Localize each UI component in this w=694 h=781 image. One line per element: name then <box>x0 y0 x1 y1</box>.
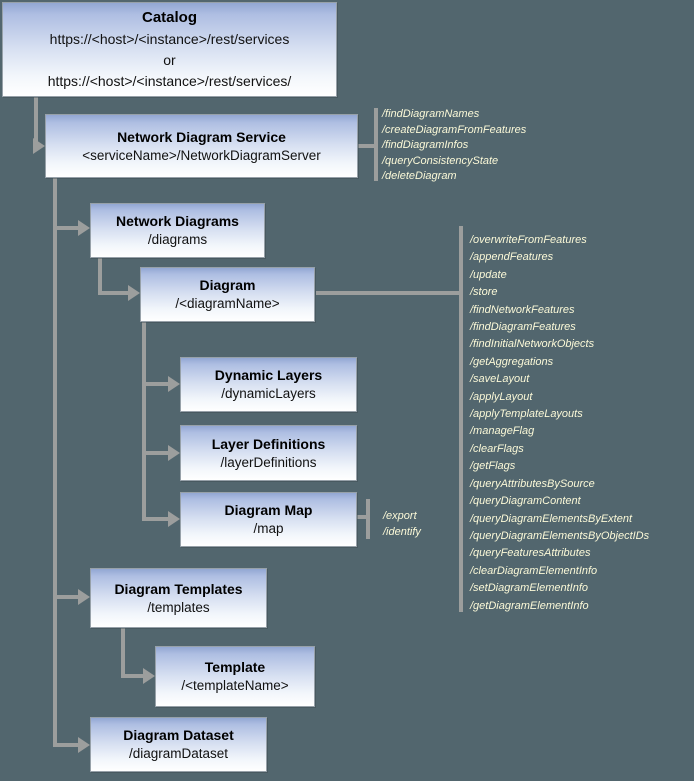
arrowhead-to-diagram-dataset <box>78 737 90 753</box>
connector-branch-layer-definitions <box>142 451 169 455</box>
operation-link: /findDiagramFeatures <box>470 321 576 334</box>
arrowhead-to-layer-definitions <box>168 445 180 461</box>
arrowhead-to-diagram-templates <box>78 589 90 605</box>
operation-link: /queryDiagramElementsByObjectIDs <box>470 529 650 542</box>
diagram-operations-list <box>470 232 649 615</box>
bracket-diagram-ops <box>459 226 463 612</box>
node-path: /layerDefinitions <box>220 454 317 470</box>
operation-link: /applyTemplateLayouts <box>470 408 583 421</box>
node-network-diagrams <box>90 203 265 258</box>
operation-link: /findDiagramNames <box>382 108 480 120</box>
node-template <box>155 646 315 707</box>
operation-link: /createDiagramFromFeatures <box>382 123 527 136</box>
catalog-url-line: https://<host>/<instance>/rest/services/ <box>47 73 292 89</box>
connector-branch-template <box>121 674 144 678</box>
connector-diagram-trunk <box>142 322 146 521</box>
service-operations-list <box>382 107 526 185</box>
node-diagram-map <box>180 492 357 547</box>
operation-link: /deleteDiagram <box>382 170 457 182</box>
connector-branch-network-diagrams <box>53 226 79 230</box>
arrowhead-to-diagram <box>128 285 140 301</box>
operation-link: /setDiagramElementInfo <box>470 582 588 595</box>
node-diagram-templates <box>90 568 267 628</box>
connector-service-trunk <box>53 178 57 747</box>
operation-link: /manageFlag <box>470 425 535 438</box>
connector-branch-diagram-templates <box>53 595 79 599</box>
bracket-map-ops <box>366 499 370 539</box>
operation-link: /findNetworkFeatures <box>470 303 575 316</box>
operation-link: /applyLayout <box>470 390 533 403</box>
node-title: Network Diagrams <box>116 213 239 229</box>
node-title: Diagram <box>199 277 256 293</box>
node-title: Dynamic Layers <box>214 367 323 383</box>
operation-link: /getAggregations <box>470 355 554 368</box>
node-catalog <box>2 2 337 97</box>
node-network-diagram-service <box>45 114 358 178</box>
node-title: Template <box>204 659 266 675</box>
arrowhead-to-dynamic-layers <box>168 376 180 392</box>
connector-branch-diagram <box>98 291 129 295</box>
arrowhead-to-network-diagrams <box>78 220 90 236</box>
operation-link: /findInitialNetworkObjects <box>470 338 595 351</box>
operation-link: /findDiagramInfos <box>382 139 469 151</box>
operation-link: /overwriteFromFeatures <box>470 234 587 246</box>
operation-link: /appendFeatures <box>470 251 554 264</box>
node-path: /<diagramName> <box>175 296 280 311</box>
node-path: /map <box>253 521 284 536</box>
operation-link: /saveLayout <box>470 373 530 386</box>
node-path: /diagrams <box>147 232 208 247</box>
catalog-url-line: https://<host>/<instance>/rest/services <box>49 31 290 47</box>
node-diagram <box>140 267 315 322</box>
node-path: <serviceName>/NetworkDiagramServer <box>82 147 321 163</box>
operation-link: /getDiagramElementInfo <box>470 599 589 612</box>
node-title: Network Diagram Service <box>117 128 286 145</box>
node-title: Diagram Dataset <box>123 727 234 743</box>
arrowhead-to-diagram-map <box>168 511 180 527</box>
node-dynamic-layers <box>180 357 357 412</box>
operation-link: /queryAttributesBySource <box>470 477 595 490</box>
connector-diagram-ops <box>316 291 463 295</box>
connector-templates-trunk <box>121 628 125 678</box>
node-path: /<templateName> <box>181 678 289 693</box>
operation-link: /clearFlags <box>470 442 524 455</box>
arrowhead-to-service <box>33 138 45 154</box>
connector-branch-dynamic-layers <box>142 382 169 386</box>
operation-link: /store <box>470 286 498 299</box>
operation-link: /update <box>470 268 507 281</box>
operation-link: /queryDiagramContent <box>470 495 581 508</box>
operation-link: /queryFeaturesAttributes <box>470 547 591 560</box>
connector-branch-diagram-dataset <box>53 743 79 747</box>
node-title: Catalog <box>141 9 197 26</box>
node-title: Diagram Map <box>224 502 313 518</box>
operation-link: /queryDiagramElementsByExtent <box>470 512 633 525</box>
node-diagram-dataset <box>90 717 267 772</box>
node-title: Diagram Templates <box>114 580 243 597</box>
bracket-service-ops <box>374 108 378 181</box>
node-path: /diagramDataset <box>128 746 229 761</box>
node-path: /templates <box>147 599 210 615</box>
operation-link: /clearDiagramElementInfo <box>470 564 598 577</box>
connector-network-diagrams-trunk <box>98 258 102 295</box>
node-layer-definitions <box>180 425 357 481</box>
node-path: /dynamicLayers <box>221 386 316 401</box>
connector-branch-diagram-map <box>142 517 169 521</box>
operation-link: /identify <box>383 526 421 538</box>
arrowhead-to-template <box>143 668 155 684</box>
catalog-or-label: or <box>163 52 176 68</box>
map-operations-list <box>383 508 421 540</box>
operation-link: /export <box>383 510 417 522</box>
node-title: Layer Definitions <box>211 435 326 452</box>
operation-link: /queryConsistencyState <box>382 154 499 167</box>
operation-link: /getFlags <box>470 460 516 473</box>
